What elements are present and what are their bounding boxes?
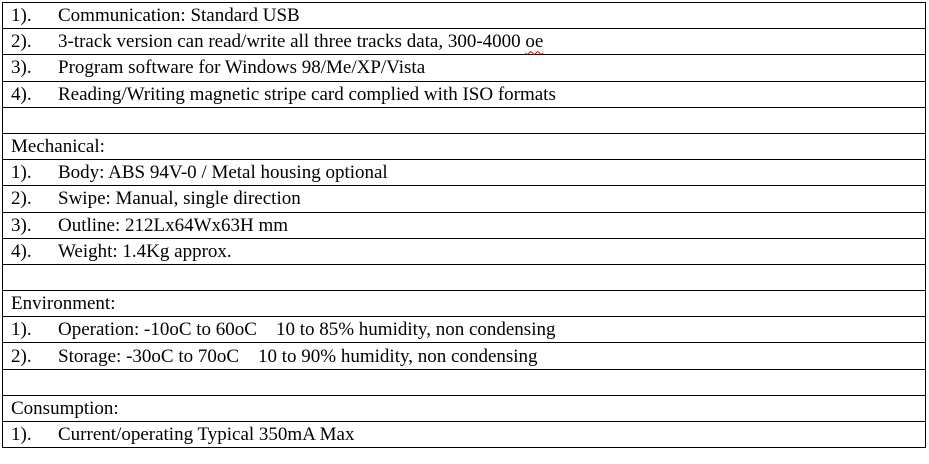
- item-number: 1).: [11, 5, 32, 27]
- row-cell: [3, 186, 926, 212]
- item-number: 2).: [11, 188, 32, 210]
- item-text: Body: ABS 94V-0 / Metal housing optional: [58, 162, 388, 184]
- item-text: Reading/Writing magnetic stripe card complied with ISO formats: [58, 83, 556, 105]
- row-cell: [3, 422, 926, 448]
- section-heading-environment: Environment:: [3, 291, 926, 317]
- section-heading-consumption: Consumption:: [3, 395, 926, 421]
- table-row: [3, 212, 926, 238]
- table-row: [3, 343, 926, 369]
- blank-cell: [3, 107, 926, 133]
- blank-cell: [3, 369, 926, 395]
- row-cell: [3, 212, 926, 238]
- row-cell: [3, 160, 926, 186]
- blank-cell: [3, 264, 926, 290]
- item-text: Communication: Standard USB: [58, 5, 300, 27]
- item-text: Program software for Windows 98/Me/XP/Vista: [58, 57, 426, 79]
- row-cell: [3, 81, 926, 107]
- item-number: 3).: [11, 214, 32, 236]
- item-number: 3).: [11, 57, 32, 79]
- item-text: Current/operating Typical 350mA Max: [58, 424, 355, 446]
- section-heading-row: [3, 395, 926, 421]
- spec-table: [2, 2, 926, 448]
- item-number: 1).: [11, 319, 32, 341]
- item-text: Swipe: Manual, single direction: [58, 188, 301, 210]
- section-heading-row: [3, 133, 926, 159]
- blank-row: [3, 264, 926, 290]
- item-text: Storage: -30oC to 70oC 10 to 90% humidity, non condensing: [58, 345, 538, 367]
- table-row: [3, 3, 926, 29]
- table-row: [3, 81, 926, 107]
- table-row: [3, 317, 926, 343]
- table-row: [3, 238, 926, 264]
- item-number: 2).: [11, 31, 32, 53]
- spellcheck-word: oe: [525, 31, 544, 53]
- item-text: Weight: 1.4Kg approx.: [58, 240, 232, 262]
- item-number: 4).: [11, 83, 32, 105]
- item-text: Outline: 212Lx64Wx63H mm: [58, 214, 289, 236]
- row-cell: [3, 29, 926, 55]
- table-row: [3, 55, 926, 81]
- section-heading-row: [3, 291, 926, 317]
- table-row: [3, 29, 926, 55]
- item-text: Operation: -10oC to 60oC 10 to 85% humidity, non condensing: [58, 319, 556, 341]
- table-row: [3, 422, 926, 448]
- item-number: 4).: [11, 240, 32, 262]
- blank-row: [3, 369, 926, 395]
- item-number: 2).: [11, 345, 32, 367]
- section-heading-mechanical: Mechanical:: [3, 133, 926, 159]
- row-cell: [3, 3, 926, 29]
- item-number: 1).: [11, 424, 32, 446]
- table-row: [3, 160, 926, 186]
- table-row: [3, 186, 926, 212]
- row-cell: [3, 343, 926, 369]
- item-number: 1).: [11, 162, 32, 184]
- item-text: 3-track version can read/write all three tracks data, 300-4000: [58, 31, 526, 53]
- row-cell: [3, 317, 926, 343]
- row-cell: [3, 238, 926, 264]
- row-cell: [3, 55, 926, 81]
- blank-row: [3, 107, 926, 133]
